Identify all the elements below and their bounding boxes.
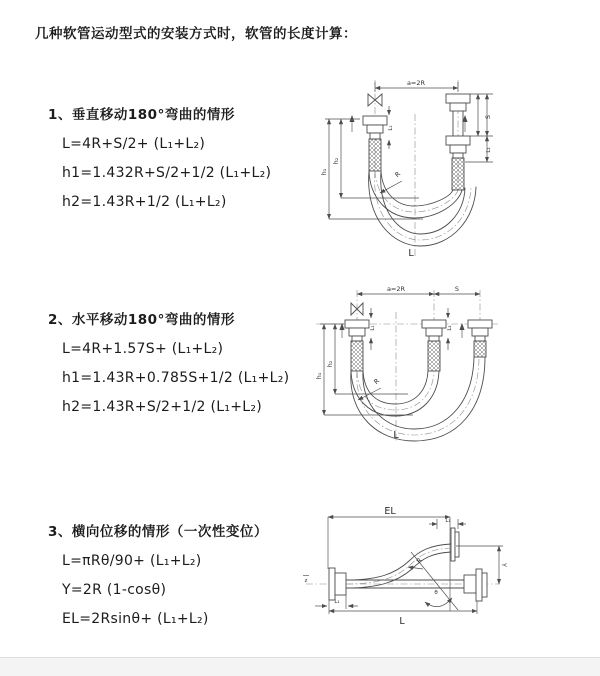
dim-label-y: Y [500,563,508,567]
left-flange [329,568,346,600]
section2-formulas [48,335,289,422]
section-vertical-movement [48,103,271,217]
motion-arrow-up-left [349,115,354,132]
dim-label-s: S [484,114,492,120]
radius-label: R [414,556,424,566]
angle-label: θ [434,590,438,596]
formula-h1: h1=1.432R+S/2+1/2 (L₁+L₂) [62,165,272,181]
section1-heading: 1、垂直移动180°弯曲的情形 [48,107,235,123]
dim-label-l1-top: L₁ [445,518,451,524]
dim-label-h2: h₂ [326,360,334,368]
right-pipe-flange [446,94,470,190]
section3-heading: 3、横向位移的情形（一次性变位） [48,524,268,540]
dim-label-l2: L₂ [486,147,492,153]
section1-formulas [48,130,271,217]
dim-label-l1: L₁ [370,325,376,331]
formula-h2: h2=1.43R+S/2+1/2 (L₁+L₂) [62,399,263,415]
hose-displaced [346,544,451,588]
dim-label-h1: h₁ [320,168,328,176]
diagram-vertical-180-bend [312,72,597,269]
hose-original-position [351,371,439,416]
dim-label-el: EL [384,506,396,517]
right-flange [464,569,487,601]
diagram-lateral-displacement [298,503,598,640]
hose-moved-position [351,357,485,441]
upper-right-flange [451,528,459,561]
formula-length: L=πRθ/90+ (L₁+L₂) [62,553,202,569]
middle-pipe-flange [422,320,446,371]
section-horizontal-movement [48,308,289,422]
dim-label-a2r: a=2R [406,79,426,87]
dim-label-l1: L₁ [388,125,394,131]
radius-label: R [372,376,382,386]
formula-h1: h1=1.43R+0.785S+1/2 (L₁+L₂) [62,370,290,386]
length-label: L [408,248,414,259]
dim-label-h2: h₂ [332,157,340,165]
svg-text:z: z [304,578,308,584]
dim-label-l1-bottom: L₁ [334,599,340,605]
right-pipe-flange [468,320,492,357]
formula-el: EL=2Rsinθ+ (L₁+L₂) [62,611,209,627]
section2-heading: 2、水平移动180°弯曲的情形 [48,312,235,328]
dim-label-a2r: a=2R [386,285,406,293]
left-pipe-flange [345,320,369,371]
dim-label-l2: L₂ [447,325,453,331]
page-bottom-edge [0,657,600,676]
formula-length: L=4R+1.57S+ (L₁+L₂) [62,341,224,357]
diagram-horizontal-180-bend [308,282,593,452]
formula-y: Y=2R (1-cosθ) [62,582,167,598]
left-pipe-flange [363,116,387,171]
page-title: 几种软管运动型式的安装方式时，软管的长度计算： [35,26,357,42]
radius-label: R [393,169,403,179]
formula-h2: h2=1.43R+1/2 (L₁+L₂) [62,194,227,210]
dim-label-s: S [454,285,460,293]
formula-length: L=4R+S/2+ (L₁+L₂) [62,136,206,152]
length-label: L [399,616,405,627]
motion-arrow-up-middle [459,323,464,338]
dim-label-h1: h₁ [315,372,323,380]
motion-arrow-up-left [339,323,344,338]
hose-upper-position [369,171,462,218]
section3-formulas [48,547,268,634]
length-label: L [393,430,399,441]
section-lateral-displacement [48,520,268,634]
axis-mark [303,576,309,585]
